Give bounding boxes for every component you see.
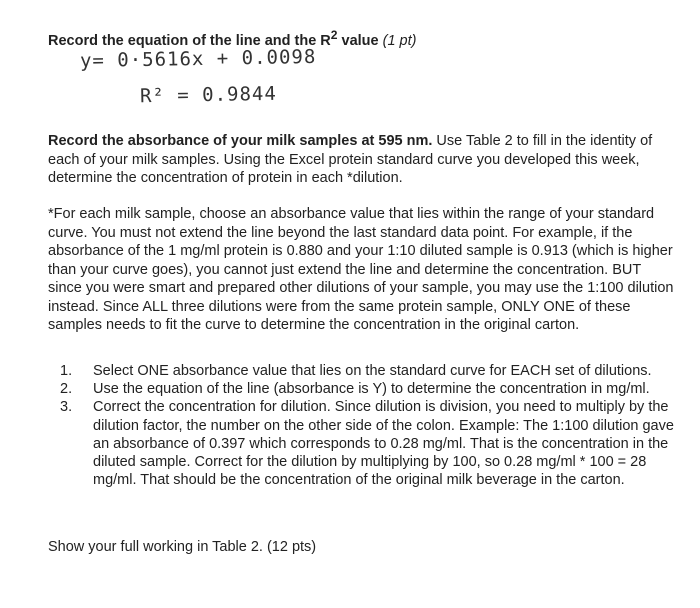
question-absorbance-paragraph xyxy=(48,132,678,188)
question-equation-label xyxy=(48,26,416,50)
step-text: Use the equation of the line (absorbance is Y) to determine the concentration in mg/ml. xyxy=(93,381,650,398)
list-item xyxy=(60,398,680,489)
footer-instruction: Show your full working in Table 2. (12 pts) xyxy=(48,539,317,555)
step-text: Correct the concentration for dilution. Since dilution is division, you need to multiply by the dilution factor, the number on the other side of the colon. Example: The 1:100 dilution gave an absorbance of 0.397 which corresponds to 0.28 mg/ml. That is the concentration in the diluted sample. Correct for the dilution by multiplying by 100, so 0.28 mg/ml * 100 = 28 mg/ml. That should be the concentration of the original milk beverage in the carton. xyxy=(93,399,674,489)
question-absorbance-bold: Record the absorbance of your milk samples at 595 nm. xyxy=(48,133,433,149)
r-squared-superscript: 2 xyxy=(330,28,338,42)
question-equation-points: (1 pt) xyxy=(382,32,417,49)
dilution-note-paragraph: *For each milk sample, choose an absorbance value that lies within the range of your standard curve. You must not extend the line beyond the last standard data point. For example, if the absorbance of the 1 mg/ml protein is 0.880 and your 1:10 diluted sample is 0.913 (which is higher than your curve goes), you cannot just extend the line and determine the concentration. BUT since you were smart and prepared other dilutions of your sample, you may use the 1:100 dilution instead. Since ALL three dilutions were from the same protein sample, ONLY ONE of these samples needs to fit the curve to determine the concentration in the original carton. xyxy=(48,206,674,333)
question-equation-text-end: value xyxy=(337,32,379,49)
handwritten-equation: y= 0·5616x + 0.0098 xyxy=(79,45,317,73)
question-absorbance-text: Use Table 2 to fill in the identity of each of your milk samples. Using the Excel protein standard curve you developed this week, determine the concentration of protein in each *dilution. xyxy=(48,133,653,186)
list-item xyxy=(60,380,680,398)
list-item xyxy=(60,362,680,380)
steps-list xyxy=(60,362,680,489)
step-number: 3. xyxy=(60,399,73,416)
handwritten-r-squared: R² = 0.9844 xyxy=(139,82,278,108)
step-text: Select ONE absorbance value that lies on the standard curve for EACH set of dilutions. xyxy=(93,363,652,379)
question-equation-text: Record the equation of the line and the R xyxy=(48,32,331,49)
step-number: 1. xyxy=(60,363,73,379)
step-number: 2. xyxy=(60,381,73,398)
